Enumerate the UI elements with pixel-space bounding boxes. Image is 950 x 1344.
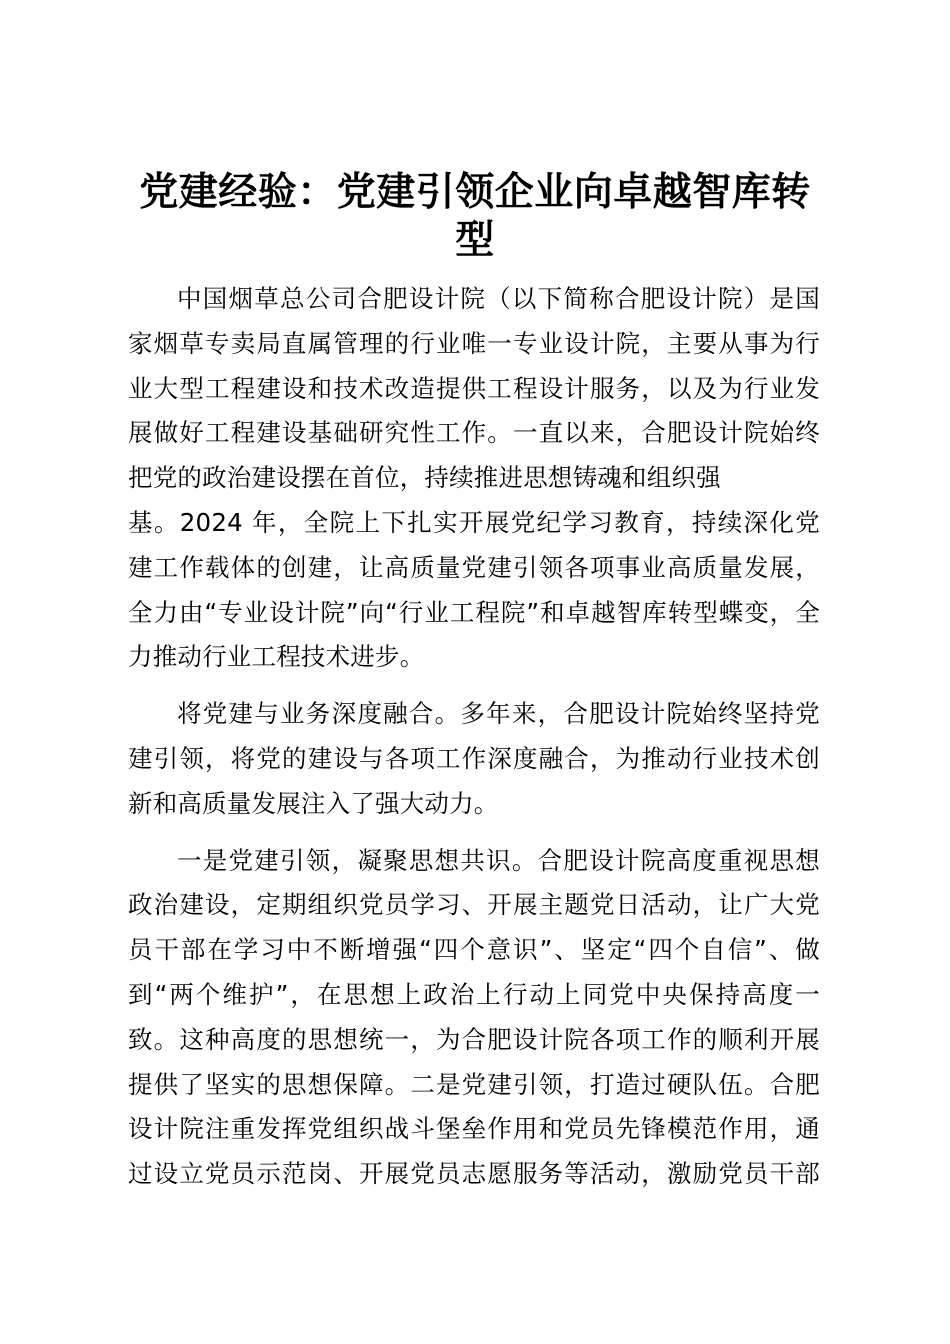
- text-line: 过设立党员示范岗、开展党员志愿服务等活动，激励党员干部: [128, 1159, 820, 1189]
- text-line: 新和高质量发展注入了强大动力。: [128, 788, 499, 818]
- paragraph-points: [128, 839, 820, 1197]
- text-line: 中国烟草总公司合肥设计院（以下简称合肥设计院）是国: [177, 284, 820, 313]
- text-line: 展做好工程建设基础研究性工作。一直以来，合肥设计院始终: [128, 418, 820, 448]
- text-line: 将党建与业务深度融合。多年来，合肥设计院始终坚持党: [177, 699, 820, 729]
- paragraph-intro: [128, 277, 820, 680]
- text-line: 员干部在学习中不断增强“四个意识”、坚定“四个自信”、做: [128, 935, 820, 965]
- text-line: 提供了坚实的思想保障。二是党建引领，打造过硬队伍。合肥: [128, 1069, 820, 1099]
- text-line: 基。2024 年，全院上下扎实开展党纪学习教育，持续深化党: [128, 507, 820, 537]
- text-line: 建工作载体的创建，让高质量党建引领各项事业高质量发展，: [128, 552, 820, 582]
- paragraph-integration: [128, 692, 820, 826]
- text-line: 全力由“专业设计院”向“行业工程院”和卓越智库转型蝶变，全: [128, 597, 820, 627]
- text-line: 一是党建引领，凝聚思想共识。合肥设计院高度重视思想: [177, 845, 820, 875]
- text-line: 致。这种高度的思想统一，为合肥设计院各项工作的顺利开展: [128, 1024, 820, 1054]
- text-line: 力推动行业工程技术进步。: [128, 642, 425, 672]
- document-body: [128, 277, 820, 1209]
- text-line: 把党的政治建设摆在首位，持续推进思想铸魂和组织强: [128, 463, 721, 493]
- text-line: 设计院注重发挥党组织战斗堡垒作用和党员先锋模范作用，通: [128, 1114, 820, 1144]
- text-line: 到“两个维护”，在思想上政治上行动上同党中央保持高度一: [128, 979, 820, 1009]
- text-line: 建引领，将党的建设与各项工作深度融合，为推动行业技术创: [128, 743, 820, 773]
- document-title: 党建经验：党建引领企业向卓越智库转型: [139, 169, 811, 263]
- text-line: 业大型工程建设和技术改造提供工程设计服务，以及为行业发: [128, 373, 820, 403]
- text-line: 家烟草专卖局直属管理的行业唯一专业设计院，主要从事为行: [128, 328, 820, 358]
- text-line: 政治建设，定期组织党员学习、开展主题党日活动，让广大党: [128, 890, 820, 920]
